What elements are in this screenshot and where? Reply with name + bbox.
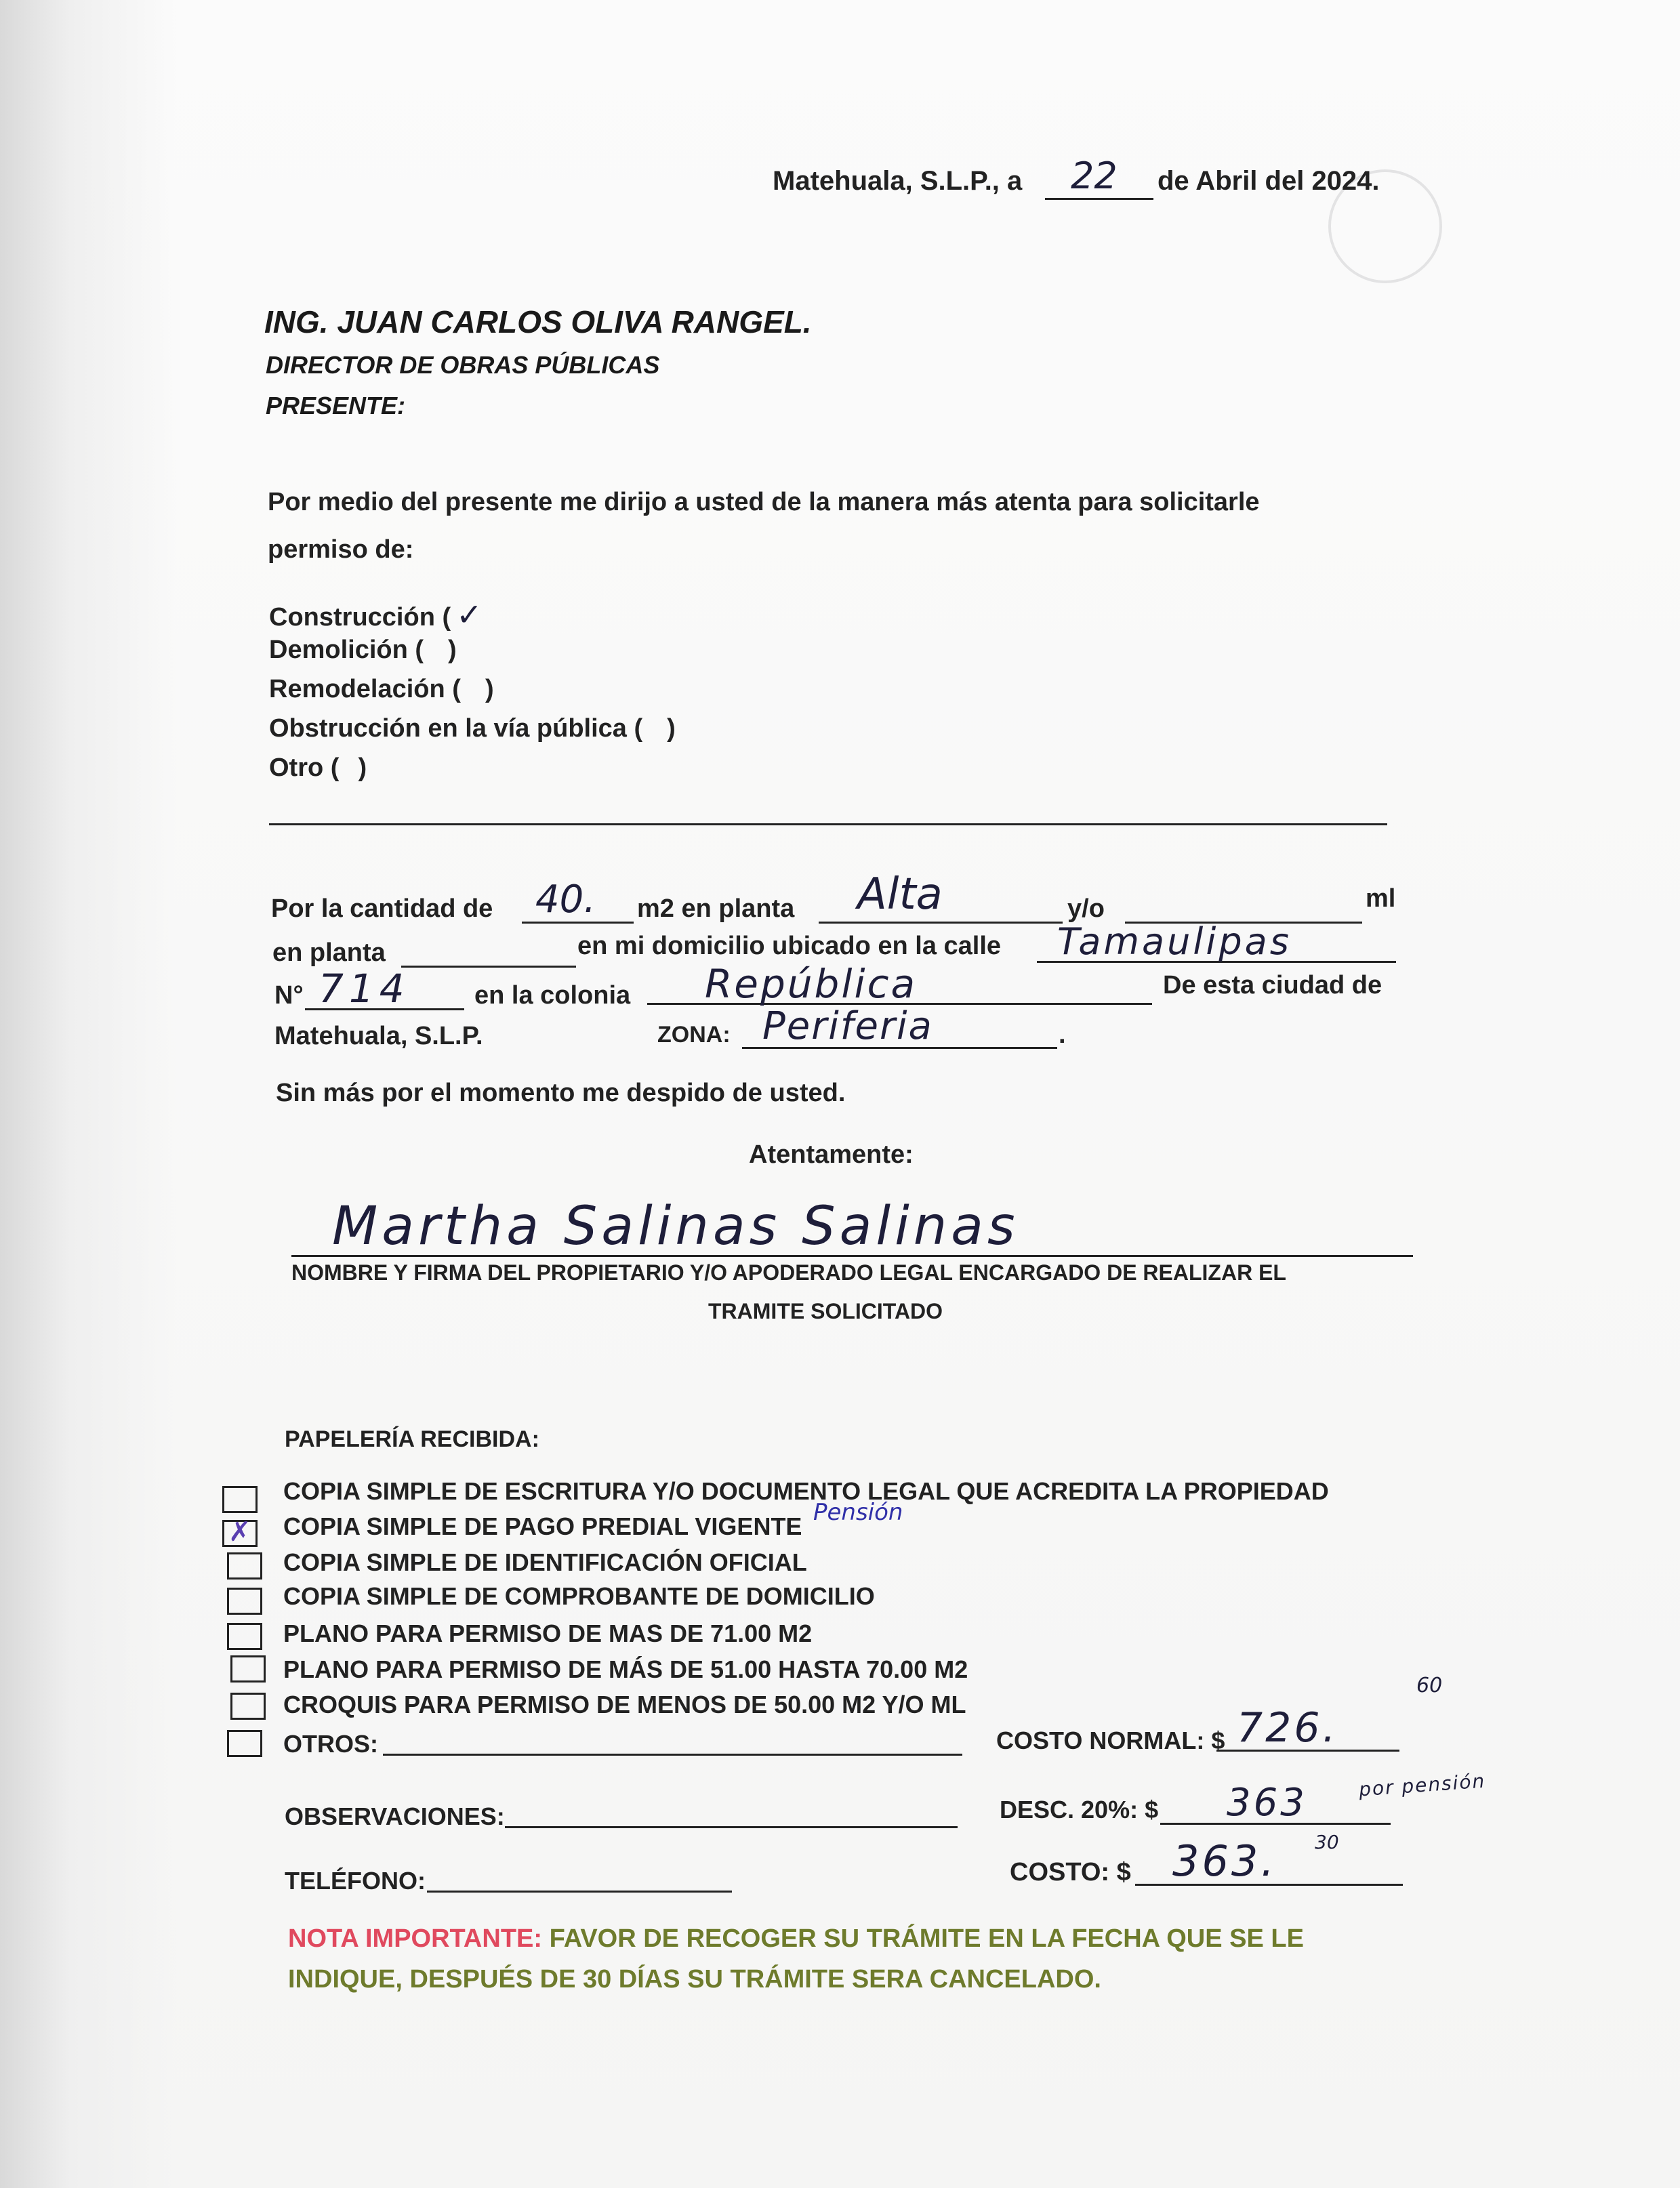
zona-label: ZONA: (657, 1022, 731, 1048)
atentamente: Atentamente: (749, 1140, 914, 1169)
important-label: NOTA IMPORTANTE: (288, 1924, 543, 1953)
otro-description-line[interactable] (269, 823, 1387, 825)
cost-discount-note: por pensión (1358, 1769, 1487, 1801)
ml-label: ml (1366, 884, 1396, 913)
place-date-prefix: Matehuala, S.L.P., a (773, 166, 1023, 196)
checkbox[interactable] (227, 1552, 262, 1580)
paper-label: COPIA SIMPLE DE PAGO PREDIAL VIGENTE (283, 1512, 802, 1540)
quantity-value: 40. (535, 878, 596, 922)
paper-label: COPIA SIMPLE DE COMPROBANTE DE DOMICILIO (283, 1582, 875, 1610)
signature: Martha Salinas Salinas (332, 1196, 1019, 1257)
permit-construccion[interactable] (269, 596, 483, 633)
checkbox[interactable] (227, 1623, 262, 1650)
planta-value: Alta (857, 869, 943, 920)
m2-label: m2 en planta (637, 894, 795, 923)
paper-label: PLANO PARA PERMISO DE MÁS DE 51.00 HASTA 70.00 M2 (283, 1655, 968, 1683)
permit-label: Otro ( (269, 754, 340, 782)
paper-label: OTROS: (283, 1730, 378, 1758)
cost-final-value: 363. (1172, 1836, 1277, 1886)
permit-demolicion[interactable]: Demolición ( ) (269, 636, 457, 664)
important-note-line2 (288, 1965, 1101, 1994)
no-label: N° (274, 981, 304, 1010)
observaciones-blank[interactable] (505, 1826, 958, 1828)
en-planta-blank (401, 966, 576, 968)
addressee-name: ING. JUAN CARLOS OLIVA RANGEL. (264, 304, 812, 339)
quantity-blank (522, 922, 634, 924)
cost-discount-value: 363 (1227, 1781, 1307, 1825)
ciudad-label: De esta ciudad de (1163, 971, 1382, 999)
check-mark-icon: ✓ (456, 596, 483, 633)
en-planta-label: en planta (272, 938, 386, 967)
cost-normal-cents: 60 (1416, 1674, 1443, 1697)
place-date-suffix: de Abril del 2024. (1157, 166, 1380, 196)
colonia-value: República (705, 961, 918, 1007)
zona-dot: . (1059, 1020, 1066, 1049)
yo-label: y/o (1067, 894, 1105, 923)
permit-remodelacion[interactable]: Remodelación ( ) (269, 675, 494, 703)
zona-value: Periferia (762, 1004, 933, 1048)
signature-line (291, 1255, 1413, 1257)
telefono-label: TELÉFONO: (285, 1867, 426, 1895)
observaciones-label: OBSERVACIONES: (285, 1802, 505, 1830)
paper-label: PLANO PARA PERMISO DE MAS DE 71.00 M2 (283, 1619, 813, 1647)
permit-label: Construcción ( (269, 603, 451, 632)
checkbox[interactable] (222, 1486, 258, 1513)
checkbox-mark-icon: ✗ (228, 1517, 251, 1547)
important-text-2: INDIQUE, DESPUÉS DE 30 DÍAS SU TRÁMITE SERA CANCELADO. (288, 1965, 1101, 1994)
important-text-1: FAVOR DE RECOGER SU TRÁMITE EN LA FECHA QUE SE LE (549, 1924, 1304, 1953)
addressee-present: PRESENTE: (266, 392, 406, 419)
intro-line2: permiso de: (268, 535, 414, 564)
scan-edge-shadow (0, 0, 176, 2188)
permit-obstruccion[interactable]: Obstrucción en la vía pública ( ) (269, 714, 676, 743)
number-value: 714 (319, 966, 410, 1012)
paper-label: COPIA SIMPLE DE ESCRITURA Y/O DOCUMENTO LEGAL QUE ACREDITA LA PROPIEDAD (283, 1477, 1329, 1505)
important-note-line1 (288, 1924, 1304, 1954)
cost-final-label: COSTO: $ (1010, 1858, 1131, 1886)
domicilio-label: en mi domicilio ubicado en la calle (577, 932, 1002, 960)
checkbox[interactable] (227, 1588, 262, 1615)
street-value: Tamaulipas (1057, 920, 1292, 963)
colonia-label: en la colonia (474, 981, 631, 1010)
cost-final-cents: 30 (1315, 1831, 1339, 1853)
cost-normal-value: 726. (1237, 1704, 1338, 1752)
paper-label: CROQUIS PARA PERMISO DE MENOS DE 50.00 M2 Y/O ML (283, 1691, 966, 1718)
telefono-blank[interactable] (427, 1891, 732, 1893)
checkbox[interactable] (230, 1693, 266, 1720)
permit-label: Obstrucción en la vía pública ( (269, 714, 643, 743)
place-date (773, 166, 1022, 197)
permit-label: Remodelación ( (269, 675, 461, 703)
farewell: Sin más por el momento me despido de usted. (276, 1079, 846, 1107)
permit-otro[interactable]: Otro ( ) (269, 754, 367, 782)
papers-title: PAPELERÍA RECIBIDA: (285, 1426, 539, 1452)
checkbox[interactable] (230, 1655, 266, 1683)
paper-label: COPIA SIMPLE DE IDENTIFICACIÓN OFICIAL (283, 1548, 807, 1576)
otros-blank[interactable] (383, 1754, 962, 1756)
permit-label: Demolición ( (269, 636, 424, 664)
checkbox[interactable] (222, 1517, 258, 1547)
city-label: Matehuala, S.L.P. (274, 1022, 483, 1050)
addressee-title: DIRECTOR DE OBRAS PÚBLICAS (266, 351, 660, 379)
day-blank (1045, 198, 1153, 200)
signature-caption-2: TRAMITE SOLICITADO (708, 1299, 943, 1323)
quantity-prefix: Por la cantidad de (271, 894, 493, 923)
day-value: 22 (1071, 154, 1118, 197)
paper-note: Pensión (813, 1499, 903, 1526)
checkbox[interactable] (227, 1730, 262, 1757)
cost-normal-label: COSTO NORMAL: $ (996, 1727, 1225, 1754)
signature-caption-1: NOMBRE Y FIRMA DEL PROPIETARIO Y/O APODERADO LEGAL ENCARGADO DE REALIZAR EL (291, 1260, 1286, 1285)
planta-blank (819, 922, 1063, 924)
intro-line1: Por medio del presente me dirijo a usted de la manera más atenta para solicitarle (268, 488, 1260, 516)
cost-discount-label: DESC. 20%: $ (1000, 1796, 1159, 1823)
